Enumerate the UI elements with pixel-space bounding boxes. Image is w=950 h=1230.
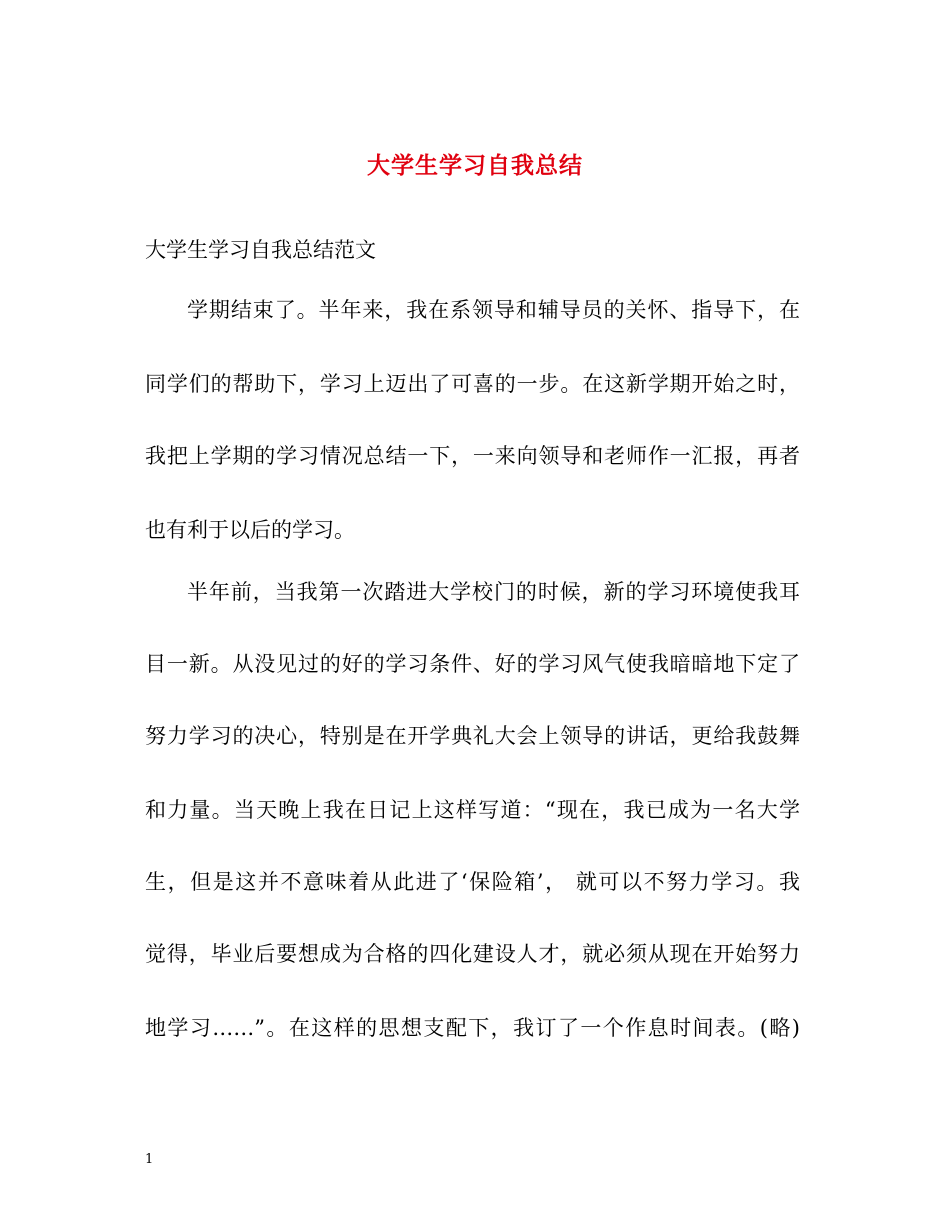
document-title: 大学生学习自我总结 [367,152,583,179]
paragraph-2-line-1: 半年前，当我第一次踏进大学校门的时候，新的学习环境使我耳 [187,580,800,604]
paragraph-2-line-5: 生，但是这并不意味着从此进了‘保险箱’， 就可以不努力学习。我 [145,870,800,894]
paragraph-2-line-2: 目一新。从没见过的好的学习条件、好的学习风气使我暗暗地下定了 [145,652,800,676]
paragraph-1-line-4: 也有利于以后的学习。 [145,518,355,542]
page-number: 1 [145,1152,154,1167]
paragraph-2-line-4: 和力量。当天晚上我在日记上这样写道：“现在，我已成为一名大学 [145,798,800,822]
paragraph-1-line-1: 学期结束了。半年来，我在系领导和辅导员的关怀、指导下，在 [187,298,800,322]
paragraph-2-line-3: 努力学习的决心，特别是在开学典礼大会上领导的讲话，更给我鼓舞 [145,724,800,748]
paragraph-2-line-7: 地学习……”。在这样的思想支配下，我订了一个作息时间表。(略) [145,1016,800,1040]
paragraph-1-line-2: 同学们的帮助下，学习上迈出了可喜的一步。在这新学期开始之时， [145,372,800,396]
paragraph-2-line-6: 觉得，毕业后要想成为合格的四化建设人才，就必须从现在开始努力 [145,942,800,966]
paragraph-1-line-3: 我把上学期的学习情况总结一下，一来向领导和老师作一汇报，再者 [145,444,800,468]
document-subtitle: 大学生学习自我总结范文 [145,238,376,262]
